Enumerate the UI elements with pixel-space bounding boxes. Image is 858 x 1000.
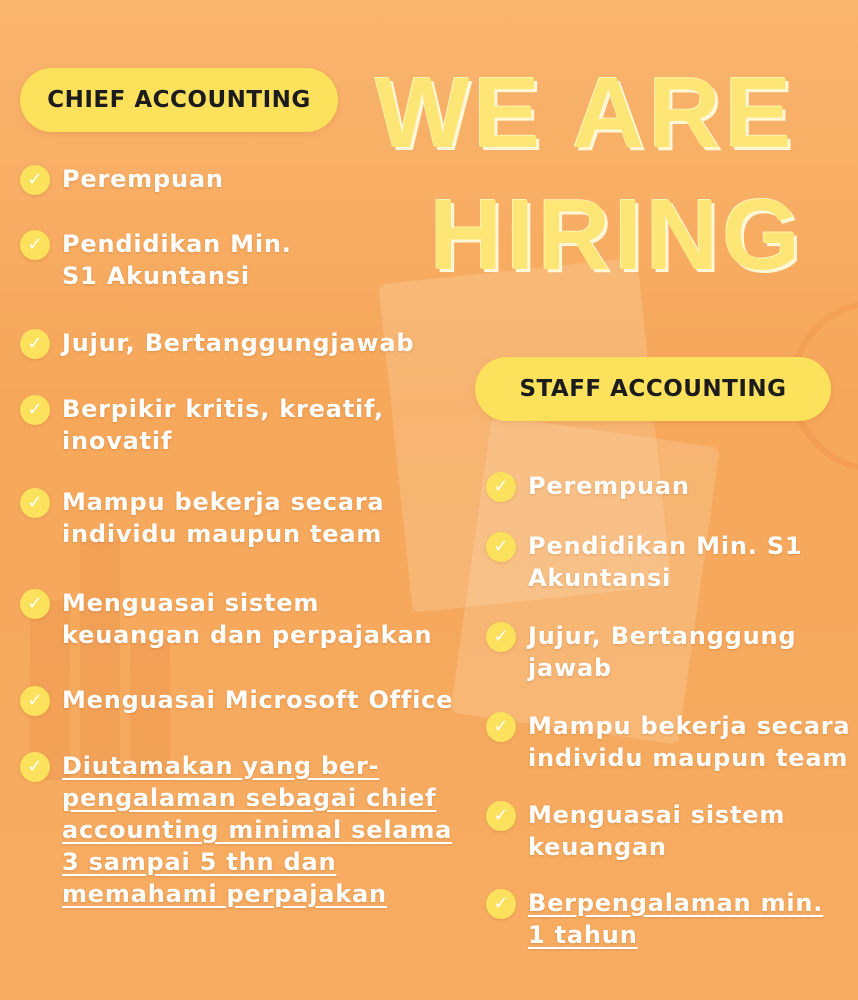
check-circle-icon: ✓	[20, 589, 50, 619]
chief-item	[20, 228, 292, 292]
check-circle-icon: ✓	[486, 622, 516, 652]
check-circle-icon: ✓	[20, 329, 50, 359]
staff-accounting-badge	[475, 357, 831, 421]
check-circle-icon: ✓	[20, 230, 50, 260]
check-circle-icon: ✓	[486, 712, 516, 742]
chief-accounting-title: CHIEF ACCOUNTING	[47, 87, 311, 113]
background-bar	[80, 540, 120, 780]
staff-item	[486, 887, 823, 951]
check-circle-icon: ✓	[486, 889, 516, 919]
check-circle-icon: ✓	[20, 165, 50, 195]
staff-item	[486, 799, 785, 863]
chief-item	[20, 684, 453, 716]
headline-hiring: HIRING	[430, 179, 804, 291]
check-circle-icon: ✓	[20, 686, 50, 716]
staff-item-text: Berpengalaman min. 1 tahun	[528, 889, 824, 949]
chief-item	[20, 393, 384, 457]
check-circle-icon: ✓	[20, 752, 50, 782]
check-circle-icon: ✓	[486, 801, 516, 831]
chief-item	[20, 750, 452, 910]
chief-accounting-badge	[20, 68, 338, 132]
staff-item	[486, 620, 796, 684]
chief-item-text: Menguasai Microsoft Office	[62, 686, 454, 714]
staff-item-text: Menguasai sistem keuangan	[528, 801, 786, 861]
staff-item	[486, 470, 690, 502]
chief-item-text: Pendidikan Min. S1 Akuntansi	[62, 230, 292, 290]
chief-item	[20, 486, 384, 550]
check-circle-icon: ✓	[20, 395, 50, 425]
staff-item-text: Perempuan	[528, 472, 690, 500]
chief-item-text: Jujur, Bertanggungjawab	[62, 329, 415, 357]
staff-item	[486, 530, 802, 594]
staff-item	[486, 710, 850, 774]
chief-item	[20, 587, 432, 651]
staff-item-text: Jujur, Bertanggung jawab	[528, 622, 797, 682]
staff-item-text: Pendidikan Min. S1 Akuntansi	[528, 532, 803, 592]
chief-item-text: Menguasai sistem keuangan dan perpajakan	[62, 589, 433, 649]
chief-item-text: Berpikir kritis, kreatif, inovatif	[62, 395, 384, 455]
staff-accounting-title: STAFF ACCOUNTING	[519, 376, 787, 402]
check-circle-icon: ✓	[486, 532, 516, 562]
check-circle-icon: ✓	[486, 472, 516, 502]
chief-item	[20, 163, 224, 195]
chief-item-text: Mampu bekerja secara individu maupun team	[62, 488, 385, 548]
headline-we-are: WE ARE	[375, 57, 796, 169]
chief-item-text: Diutamakan yang ber- pengalaman sebagai chief accounting minimal selama 3 sampai 5 thn dan memahami perpajakan	[62, 752, 453, 908]
chief-item-text: Perempuan	[62, 165, 224, 193]
check-circle-icon: ✓	[20, 488, 50, 518]
staff-item-text: Mampu bekerja secara individu maupun team	[528, 712, 851, 772]
chief-item	[20, 327, 414, 359]
